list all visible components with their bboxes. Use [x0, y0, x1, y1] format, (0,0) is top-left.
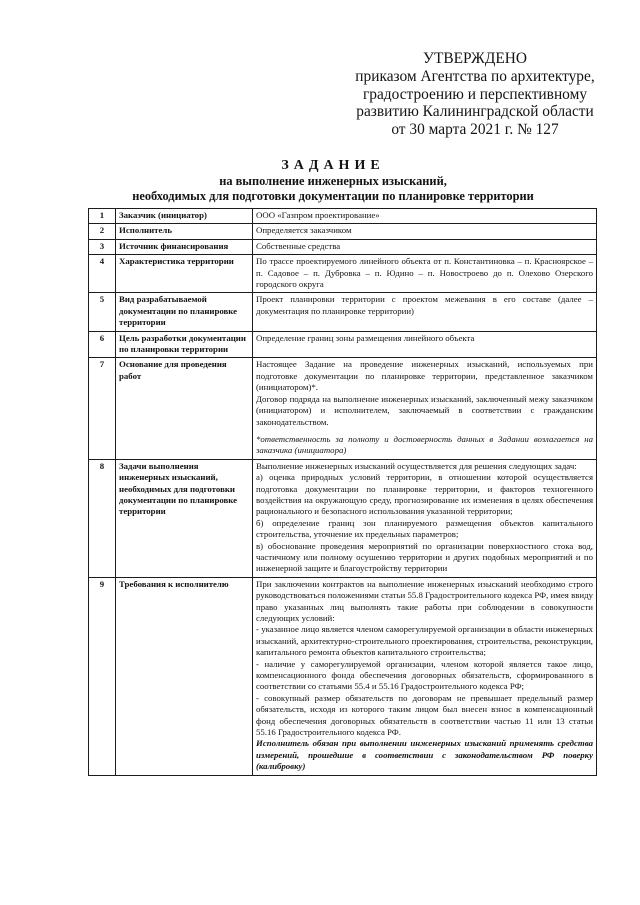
row-number: 2	[89, 224, 116, 239]
row-number: 4	[89, 255, 116, 293]
row-value	[253, 459, 597, 577]
row-value	[253, 239, 597, 254]
table-row	[89, 209, 597, 224]
approval-line: градостроению и перспективному	[362, 85, 588, 103]
value-paragraph: - наличие у саморегулируемой организации, членом которой является такое лицо, компенсационного фонда обеспечения договорных обязательств, сформированного в соответствии со статьями 55.4 и 55.16 Градостроительного кодекса РФ;	[256, 658, 593, 692]
row-number: 3	[89, 239, 116, 254]
value-paragraph: Настоящее Задание на проведение инженерных изысканий, используемых при подготовке документации по планировке территории, представленное заказчиком (инициатором)*.	[256, 359, 593, 393]
row-value	[253, 209, 597, 224]
row-label: Основание для проведения работ	[116, 358, 253, 459]
row-value	[253, 331, 597, 358]
row-number: 8	[89, 459, 116, 577]
table-row	[89, 577, 597, 775]
row-number: 5	[89, 293, 116, 331]
value-paragraph: По трассе проектируемого линейного объекта от п. Константиновка – п. Красноярское – п. Садовое – п. Дубровка – п. Юдино – п. Новостроево до п. Олехово Озерского городского округа	[256, 256, 593, 290]
value-paragraph: а) оценка природных условий территории, в отношении которой осуществляется подготовка документации по планировке территории, и факторов техногенного воздействия на окружающую среду, прогнозирование их изменения в целях обеспечения рационального и безопасного использования указанной территории;	[256, 472, 593, 517]
value-paragraph: - совокупный размер обязательств по договорам не превышает предельный размер обязательств, исходя из которого таким лицом был внесен взнос в компенсационный фонд обеспечения договорных обязательств в соответствии частью 11 или 13 статьи 55.16 Градостроительного кодекса РФ.	[256, 692, 593, 738]
row-value	[253, 358, 597, 459]
row-label: Источник финансирования	[116, 239, 253, 254]
value-paragraph: При заключении контрактов на выполнение инженерных изысканий необходимо строго руководствоваться положениями статьи 55.8 Градостроительного кодекса РФ, имея ввиду право указанных лиц выполнять такие работы при соблюдении в совокупности следующих условий:	[256, 578, 593, 623]
value-paragraph: в) обоснование проведения мероприятий по организации поверхностного стока вод, частичному или полному осушению территории и других подобных мероприятий и по инженерной защите и благоустройству территории	[256, 540, 593, 574]
task-table	[88, 208, 597, 776]
value-paragraph: - указанное лицо является членом саморегулируемой организации в области инженерных изысканий, архитектурно-строительного проектирования, строительства, реконструкции, капитального ремонта объектов капитального строительства;	[256, 624, 593, 658]
value-paragraph: Договор подряда на выполнение инженерных изысканий, заключенный межу заказчиком (инициатором) и исполнителем, заключаемый в соответствии с гражданским законодательством.	[256, 393, 593, 427]
row-number: 1	[89, 209, 116, 224]
table-row	[89, 255, 597, 293]
row-value	[253, 255, 597, 293]
value-paragraph: Проект планировки территории с проектом межевания в его составе (далее – документация по планировке территории)	[256, 294, 593, 316]
approval-line: развитию Калининградской области	[356, 103, 594, 121]
value-paragraph: Определяется заказчиком	[256, 225, 352, 236]
document-title	[78, 157, 588, 204]
row-value	[253, 224, 597, 239]
table-row	[89, 331, 597, 358]
calibration-requirement: Исполнитель обязан при выполнении инженерных изысканий применять средства измерений, прошедшие в соответствии с законодательством РФ поверку (калибровку)	[256, 738, 593, 772]
row-number: 6	[89, 331, 116, 358]
task-table-body	[89, 209, 597, 776]
row-value	[253, 577, 597, 775]
row-label: Заказчик (инициатор)	[116, 209, 253, 224]
row-label: Требования к исполнителю	[116, 577, 253, 775]
value-paragraph: ООО «Газпром проектирование»	[256, 210, 380, 220]
row-number: 9	[89, 577, 116, 775]
row-value	[253, 293, 597, 331]
row-label: Задачи выполнения инженерных изысканий, необходимых для подготовки документации по планировке территории	[116, 459, 253, 577]
approval-stamp	[348, 50, 602, 139]
title-subheading: на выполнение инженерных изысканий,	[219, 174, 447, 188]
value-paragraph: Собственные средства	[256, 240, 341, 251]
table-row	[89, 459, 597, 577]
row-label: Исполнитель	[116, 224, 253, 239]
approval-line: от 30 марта 2021 г. № 127	[391, 121, 559, 139]
value-paragraph: Выполнение инженерных изысканий осуществляется для решения следующих задач:	[256, 460, 577, 471]
approval-line: приказом Агентства по архитектуре,	[355, 67, 595, 85]
row-label: Цель разработки документации по планировки территории	[116, 331, 253, 358]
table-row	[89, 358, 597, 459]
title-subheading: необходимых для подготовки документации по планировке территории	[132, 189, 534, 203]
table-row	[89, 293, 597, 331]
value-paragraph: б) определение границ зон планируемого размещения объектов капитального строительства, уточнение их предельных параметров;	[256, 517, 593, 540]
value-paragraph: Определение границ зоны размещения линейного объекта	[256, 332, 475, 343]
approval-line: УТВЕРЖДЕНО	[423, 50, 527, 67]
row-label: Вид разрабатываемой документации по планировке территории	[116, 293, 253, 331]
table-row	[89, 224, 597, 239]
row-label: Характеристика территории	[116, 255, 253, 293]
row-number: 7	[89, 358, 116, 459]
table-row	[89, 239, 597, 254]
responsibility-note: *ответственность за полноту и достоверность данных в Задании возлагается на заказчика (инициатора)	[256, 433, 593, 456]
title-heading: ЗАДАНИЕ	[281, 158, 385, 173]
